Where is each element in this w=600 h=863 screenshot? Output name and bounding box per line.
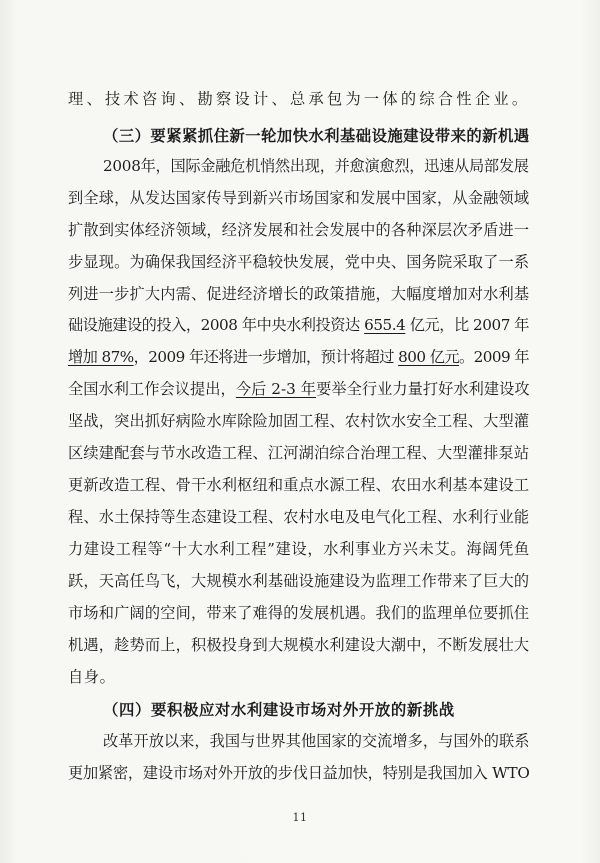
section-heading (103, 699, 455, 721)
line-text: 改革开放以来，我国与世界其他国家的交流增多，与国外的联系 (103, 732, 530, 750)
line-text: 程、水土保持等生态建设工程、农村水电及电气化工程、水利行业能 (68, 508, 530, 526)
text-line (68, 666, 115, 688)
underlined-text: 800 亿元 (398, 348, 460, 366)
line-text: 更加紧密，建设市场对外开放的步伐日益加快，特别是我国加入 WTO (68, 764, 530, 782)
line-text: （四）要积极应对水利建设市场对外开放的新挑战 (103, 701, 455, 719)
line-text: 力建设工程等“十大水利工程”建设，水利事业方兴未艾。海阔凭鱼 (68, 540, 530, 558)
text-line (68, 187, 529, 209)
text-line (68, 378, 530, 400)
text-line (68, 251, 529, 273)
line-text: 坚战，突出抓好病险水库除险加固工程、农村饮水安全工程、大型灌 (68, 412, 530, 430)
underlined-text: 655.4 (364, 316, 406, 334)
text-line (68, 346, 529, 368)
line-text: 列进一步扩大内需、促进经济增长的政策措施，大幅度增加对水利基 (68, 285, 530, 303)
text-line (68, 88, 530, 110)
text-line (68, 602, 529, 624)
line-text: 到全球，从发达国家传导到新兴市场国家和发展中国家，从金融领域 (68, 189, 530, 207)
line-text: 市场和广阔的空间，带来了难得的发展机遇。我们的监理单位要抓住 (68, 604, 530, 622)
text-line (68, 314, 529, 336)
text-line (68, 474, 529, 496)
text-line (68, 283, 529, 305)
section-heading (103, 125, 530, 147)
line-text: 机遇，趁势而上，积极投身到大规模水利建设大潮中，不断发展壮大 (68, 636, 530, 654)
line-text: 自身。 (68, 668, 116, 686)
text-line (68, 442, 529, 464)
line-text: 亿元，比 2007 年 (405, 316, 530, 334)
text-line (103, 730, 530, 752)
underlined-text: 增加 87% (68, 348, 134, 366)
line-text: 全国水利工作会议提出， (68, 380, 236, 398)
text-line (68, 570, 529, 592)
line-text: 要举全行业力量打好水利建设攻 (316, 380, 530, 398)
line-text: 。2009 年 (459, 348, 529, 366)
page-number: 11 (292, 811, 308, 824)
text-line (68, 538, 530, 560)
text-line (68, 219, 529, 241)
line-text: ，2009 年还将进一步增加，预计将超过 (133, 348, 399, 366)
text-line (68, 634, 529, 656)
text-line (68, 762, 530, 784)
line-text: 步显现。为确保我国经济平稳较快发展，党中央、国务院采取了一系 (68, 253, 530, 271)
text-line (68, 410, 529, 432)
line-text: （三）要紧紧抓住新一轮加快水利基础设施建设带来的新机遇 (103, 127, 530, 145)
text-line (68, 506, 529, 528)
line-text: 理、技术咨询、勘察设计、总承包为一体的综合性企业。 (68, 90, 531, 108)
line-text: 2008年，国际金融危机悄然出现，并愈演愈烈，迅速从局部发展 (103, 157, 529, 175)
line-text: 更新改造工程、骨干水利枢纽和重点水源工程、农田水利基本建设工 (68, 476, 530, 494)
line-text: 础设施建设的投入，2008 年中央水利投资达 (68, 316, 365, 334)
line-text: 区续建配套与节水改造工程、江河湖泊综合治理工程、大型灌排泵站 (68, 444, 530, 462)
line-text: 跃，天高任鸟飞，大规模水利基础设施建设为监理工作带来了巨大的 (68, 572, 530, 590)
text-line (103, 155, 529, 177)
underlined-text: 今后 2-3 年 (235, 380, 317, 398)
line-text: 扩散到实体经济领域，经济发展和社会发展中的各种深层次矛盾进一 (68, 221, 530, 239)
